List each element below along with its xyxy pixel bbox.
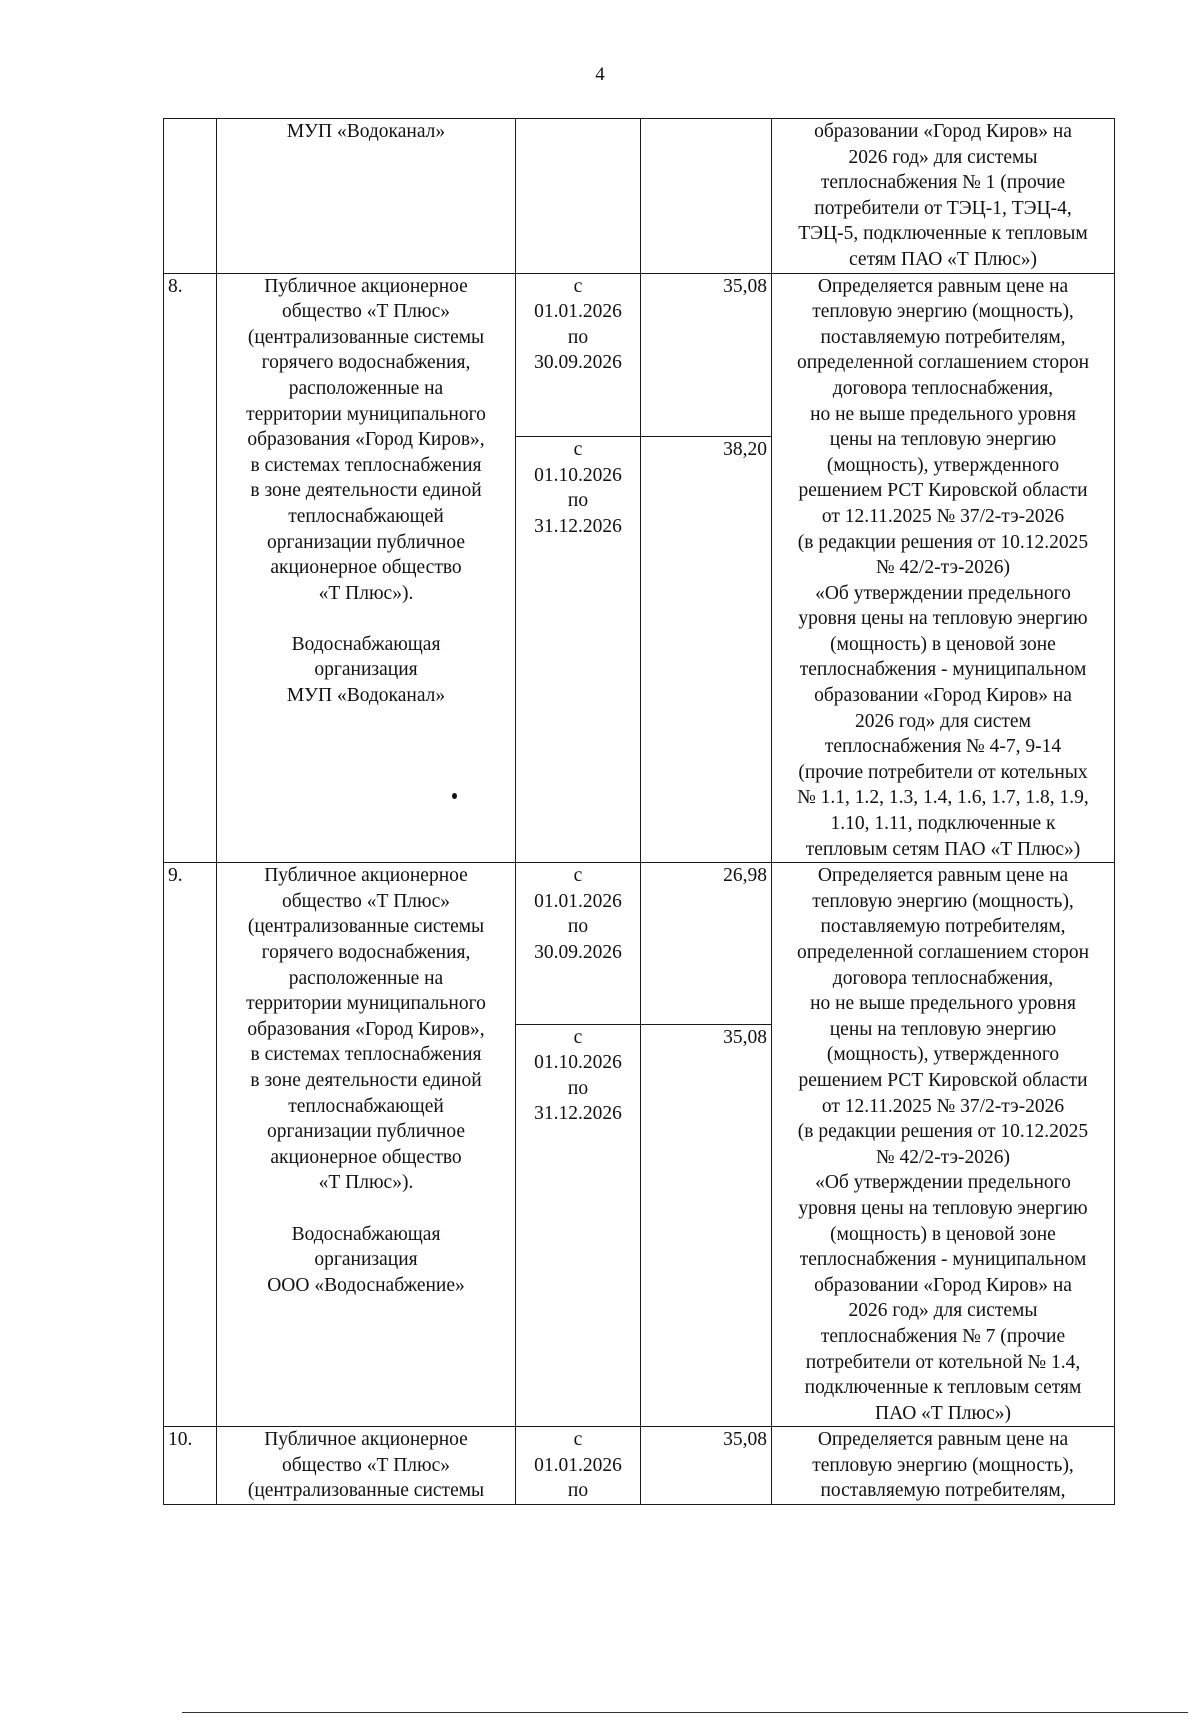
tariff-value: 35,08 — [641, 1427, 772, 1505]
organization-cell — [217, 119, 516, 274]
organization-cell-line: горячего водоснабжения, — [261, 352, 471, 374]
condition-cell-line: теплоснабжения № 4-7, 9-14 — [824, 736, 1062, 758]
period-cell — [516, 1024, 641, 1427]
organization-cell-line: общество «Т Плюс» — [281, 890, 451, 912]
condition-cell-line: (мощность), утвержденного — [826, 1044, 1060, 1066]
condition-cell-line: но не выше предельного уровня — [810, 403, 1076, 425]
organization-cell-line: (централизованные системы — [247, 1480, 485, 1502]
tariff-value — [641, 119, 772, 274]
period-cell-line: 31.12.2026 — [534, 1103, 622, 1125]
condition-cell-line: от 12.11.2025 № 37/2-тэ-2026 — [821, 1095, 1065, 1117]
condition-cell-line: потребители от котельной № 1.4, — [805, 1351, 1081, 1373]
tariff-value: 35,08 — [641, 1024, 772, 1427]
condition-cell-line: Определяется равным цене на — [817, 275, 1069, 297]
condition-cell-line: определенной соглашением сторон — [796, 352, 1090, 374]
period-cell-line: 01.01.2026 — [534, 1454, 622, 1476]
condition-cell-line: поставляемую потребителям, — [820, 1480, 1066, 1502]
period-cell-line: 01.01.2026 — [534, 890, 622, 912]
period-cell — [516, 119, 641, 274]
period-cell-line: по — [567, 1077, 589, 1099]
condition-cell-line: цены на тепловую энергию — [829, 1018, 1057, 1040]
organization-cell-line: образования «Город Киров», — [247, 429, 485, 451]
period-cell-line: с — [573, 439, 583, 461]
condition-cell-line: поставляемую потребителям, — [820, 326, 1066, 348]
condition-cell-line: подключенные к тепловым сетям — [804, 1377, 1082, 1399]
condition-cell-line: № 42/2-тэ-2026) — [875, 557, 1010, 579]
condition-cell-line: «Об утверждении предельного — [815, 1172, 1071, 1194]
period-cell-line: по — [567, 326, 589, 348]
organization-cell-line: ООО «Водоснабжение» — [267, 1274, 465, 1296]
condition-cell-line: теплоснабжения - муниципальном — [799, 1249, 1087, 1271]
condition-cell-line: (мощность) в ценовой зоне — [830, 633, 1056, 655]
organization-cell-line: расположенные на — [288, 377, 444, 399]
period-cell-line: по — [567, 916, 589, 938]
condition-cell-line: уровня цены на тепловую энергию — [798, 1197, 1088, 1219]
condition-cell — [772, 273, 1115, 863]
organization-cell-line: (централизованные системы — [247, 326, 485, 348]
organization-cell-line: Водоснабжающая — [291, 1223, 441, 1245]
table-row — [164, 863, 1115, 1024]
organization-cell-line: Водоснабжающая — [291, 633, 441, 655]
organization-cell-line: в системах теплоснабжения — [250, 1044, 482, 1066]
organization-cell-line: в системах теплоснабжения — [250, 454, 482, 476]
organization-cell-line: общество «Т Плюс» — [281, 301, 451, 323]
organization-cell-line: Публичное акционерное — [264, 865, 468, 887]
condition-cell-line: договора теплоснабжения, — [832, 967, 1054, 989]
condition-cell — [772, 1427, 1115, 1505]
organization-cell-line: МУП «Водоканал» — [286, 685, 446, 707]
organization-cell-line: организации публичное — [267, 1121, 465, 1143]
organization-cell — [217, 863, 516, 1427]
condition-cell-line: потребители от ТЭЦ-1, ТЭЦ-4, — [814, 197, 1072, 219]
table-row — [164, 1427, 1115, 1505]
period-cell-line: по — [567, 1480, 589, 1502]
organization-cell-line: акционерное общество — [270, 557, 462, 579]
organization-cell-line: в зоне деятельности единой — [250, 480, 482, 502]
condition-cell-line: теплоснабжения № 1 (прочие — [820, 172, 1066, 194]
period-cell-line: с — [573, 1429, 583, 1451]
organization-cell-line: организация — [314, 659, 418, 681]
condition-cell-line: тепловую энергию (мощность), — [812, 1454, 1074, 1476]
organization-cell-line: территории муниципального — [246, 403, 486, 425]
organization-cell-line: МУП «Водоканал» — [286, 121, 446, 142]
condition-cell-line: тепловую энергию (мощность), — [812, 301, 1074, 323]
condition-cell-line: договора теплоснабжения, — [832, 377, 1054, 399]
period-cell-line: с — [573, 275, 583, 297]
condition-cell-line: (в редакции решения от 10.12.2025 — [797, 531, 1089, 553]
organization-cell-line: в зоне деятельности единой — [250, 1069, 482, 1091]
period-cell — [516, 437, 641, 863]
period-cell-line: с — [573, 865, 583, 887]
condition-cell-line: 2026 год» для системы — [848, 146, 1038, 168]
period-cell-line: по — [567, 490, 589, 512]
organization-cell-line: Публичное акционерное — [264, 275, 468, 297]
organization-cell-line: (централизованные системы — [247, 916, 485, 938]
condition-cell-line: теплоснабжения - муниципальном — [799, 659, 1087, 681]
condition-cell-line: тепловым сетям ПАО «Т Плюс») — [805, 838, 1081, 860]
tariff-value: 26,98 — [641, 863, 772, 1024]
organization-cell-line: «Т Плюс»). — [318, 582, 414, 604]
condition-cell-line: «Об утверждении предельного — [815, 582, 1071, 604]
condition-cell-line: решением РСТ Кировской области — [798, 480, 1088, 502]
condition-cell-line: образовании «Город Киров» на — [814, 1274, 1072, 1296]
condition-cell-line: образовании «Город Киров» на — [814, 685, 1072, 707]
condition-cell-line: образовании «Город Киров» на — [814, 121, 1072, 142]
condition-cell-line: поставляемую потребителям, — [820, 916, 1066, 938]
condition-cell-line: 1.10, 1.11, подключенные к — [830, 813, 1056, 835]
period-cell-line: 30.09.2026 — [534, 942, 622, 963]
organization-cell-line — [221, 1196, 511, 1222]
organization-cell-line: общество «Т Плюс» — [281, 1454, 451, 1476]
condition-cell-line: но не выше предельного уровня — [810, 993, 1076, 1015]
period-cell — [516, 273, 641, 436]
organization-cell — [217, 1427, 516, 1505]
page-number: 4 — [595, 64, 605, 85]
period-cell-line: 31.12.2026 — [534, 515, 622, 537]
condition-cell-line: 2026 год» для системы — [848, 1300, 1038, 1322]
condition-cell-line: цены на тепловую энергию — [829, 429, 1057, 451]
condition-cell-line: тепловую энергию (мощность), — [812, 890, 1074, 912]
organization-cell-line: горячего водоснабжения, — [261, 942, 471, 963]
condition-cell-line: № 42/2-тэ-2026) — [875, 1146, 1010, 1168]
organization-cell-line: акционерное общество — [270, 1146, 462, 1168]
period-cell-line: 30.09.2026 — [534, 352, 622, 374]
condition-cell-line: теплоснабжения № 7 (прочие — [820, 1325, 1066, 1347]
organization-cell-line: теплоснабжающей — [288, 505, 444, 527]
table-row — [164, 273, 1115, 436]
organization-cell-line: образования «Город Киров», — [247, 1018, 485, 1040]
condition-cell-line: ТЭЦ-5, подключенные к тепловым — [798, 223, 1088, 245]
condition-cell — [772, 119, 1115, 274]
condition-cell — [772, 863, 1115, 1427]
organization-cell — [217, 273, 516, 863]
tariff-table — [163, 118, 1115, 1505]
organization-cell-line: территории муниципального — [246, 993, 486, 1015]
condition-cell-line: от 12.11.2025 № 37/2-тэ-2026 — [821, 505, 1065, 527]
table-row — [164, 119, 1115, 274]
period-cell-line: 01.01.2026 — [534, 301, 622, 323]
condition-cell-line: (мощность) в ценовой зоне — [830, 1223, 1056, 1245]
period-cell-line: 01.10.2026 — [534, 464, 622, 486]
organization-cell-line — [221, 606, 511, 632]
condition-cell-line: ПАО «Т Плюс») — [875, 1402, 1011, 1424]
condition-cell-line: Определяется равным цене на — [817, 1429, 1069, 1451]
row-number: 10. — [164, 1427, 217, 1505]
footer-rule — [182, 1712, 1188, 1713]
organization-cell-line: организация — [314, 1249, 418, 1271]
organization-cell-line: теплоснабжающей — [288, 1095, 444, 1117]
organization-cell-line: расположенные на — [288, 967, 444, 989]
period-cell-line: 01.10.2026 — [534, 1052, 622, 1074]
organization-cell-line: организации публичное — [267, 531, 465, 553]
condition-cell-line: сетям ПАО «Т Плюс») — [849, 248, 1037, 270]
condition-cell-line: решением РСТ Кировской области — [798, 1069, 1088, 1091]
period-cell — [516, 1427, 641, 1505]
tariff-value: 38,20 — [641, 437, 772, 863]
condition-cell-line: (мощность), утвержденного — [826, 454, 1060, 476]
condition-cell-line: № 1.1, 1.2, 1.3, 1.4, 1.6, 1.7, 1.8, 1.9, — [797, 787, 1089, 809]
condition-cell-line: Определяется равным цене на — [817, 865, 1069, 887]
row-number — [164, 119, 217, 274]
condition-cell-line: определенной соглашением сторон — [796, 942, 1090, 963]
period-cell-line: с — [573, 1026, 583, 1048]
condition-cell-line: (прочие потребители от котельных — [798, 761, 1088, 783]
condition-cell-line: (в редакции решения от 10.12.2025 — [797, 1121, 1089, 1143]
tariff-value: 35,08 — [641, 273, 772, 436]
condition-cell-line: уровня цены на тепловую энергию — [798, 608, 1088, 630]
period-cell — [516, 863, 641, 1024]
organization-cell-line: Публичное акционерное — [264, 1429, 468, 1451]
row-number: 9. — [164, 863, 217, 1427]
organization-cell-line: «Т Плюс»). — [318, 1172, 414, 1194]
row-number: 8. — [164, 273, 217, 863]
condition-cell-line: 2026 год» для систем — [855, 710, 1031, 732]
stray-mark — [452, 793, 457, 799]
